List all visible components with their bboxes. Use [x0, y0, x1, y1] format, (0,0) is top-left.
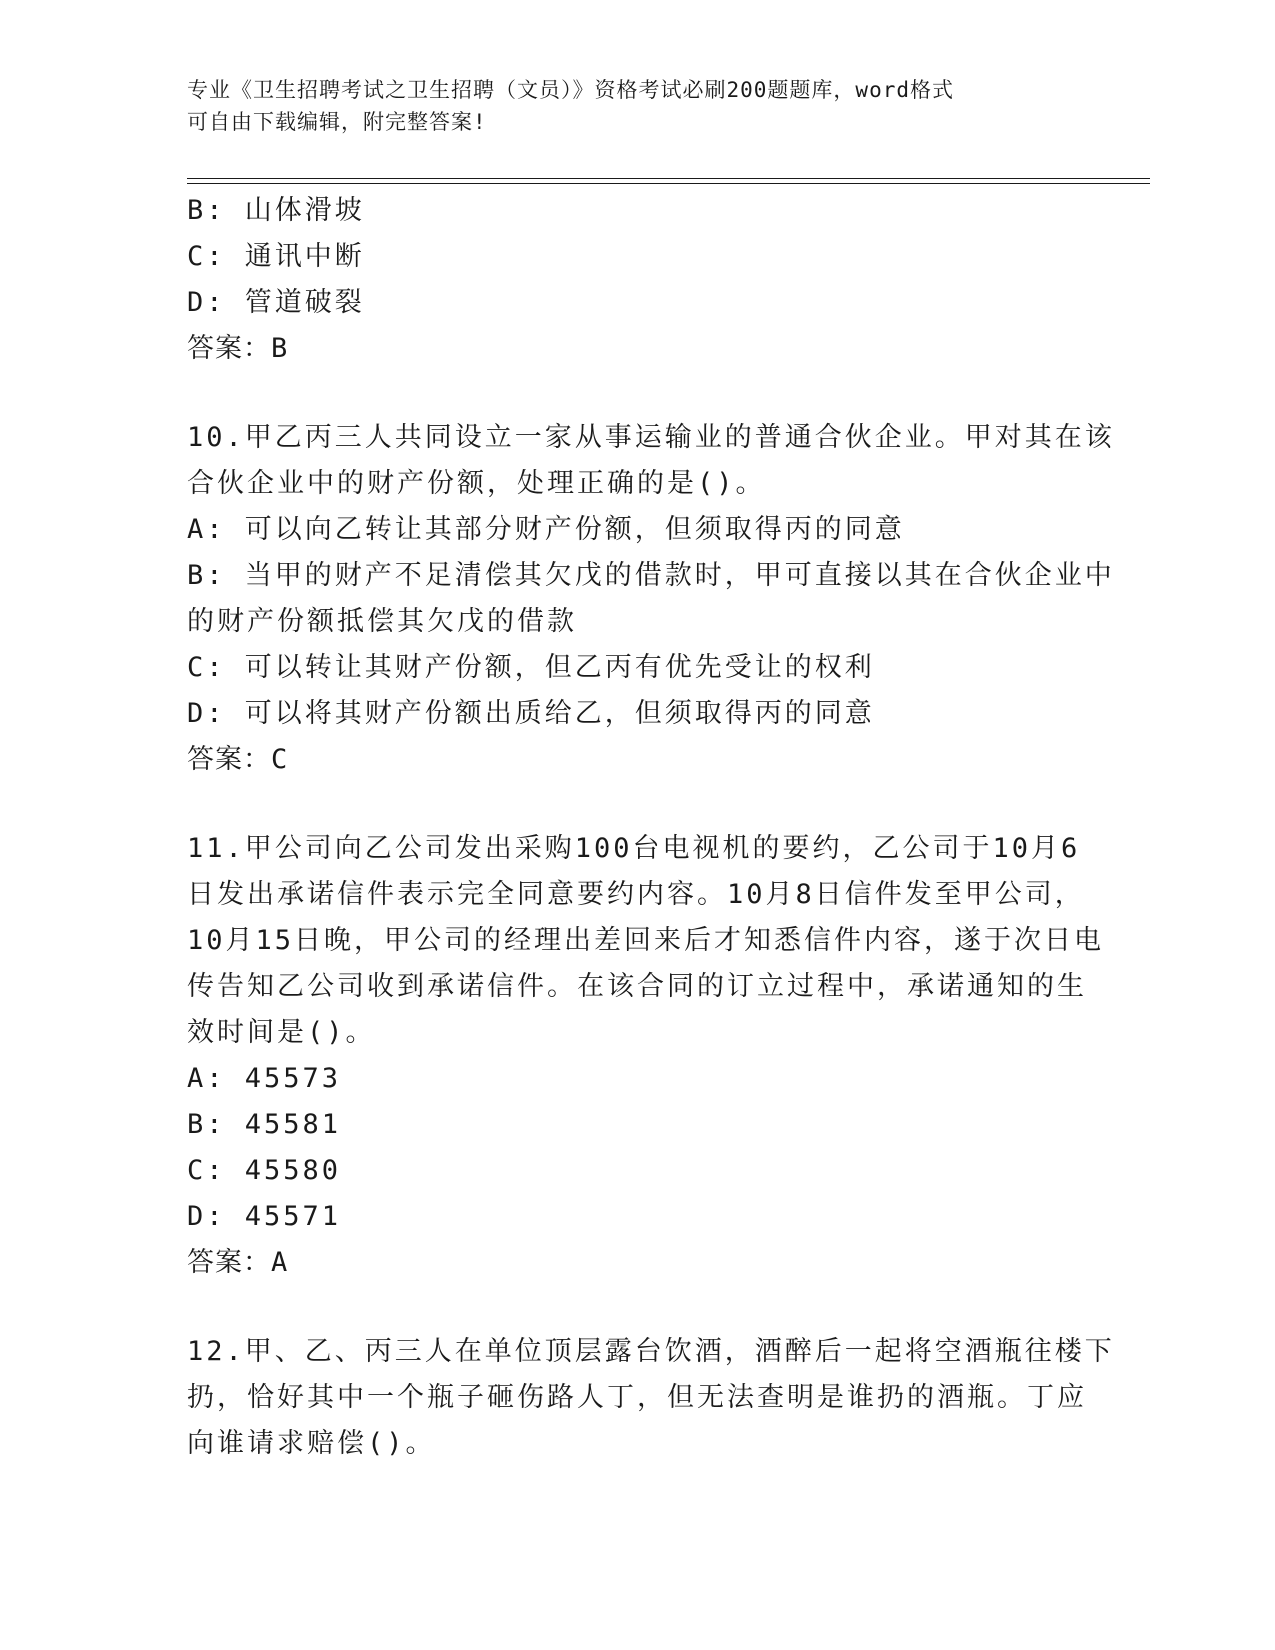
- question-stem: 12.甲、乙、丙三人在单位顶层露台饮酒，酒醉后一起将空酒瓶往楼下: [187, 1336, 1115, 1367]
- header-divider: [187, 178, 1150, 179]
- option-b-continued: 的财产份额抵偿其欠戊的借款: [187, 606, 577, 637]
- question-stem: 扔，恰好其中一个瓶子砸伤路人丁，但无法查明是谁扔的酒瓶。丁应: [187, 1382, 1087, 1413]
- question-9: [187, 188, 1087, 372]
- option-b: B: 当甲的财产不足清偿其欠戊的借款时，甲可直接以其在合伙企业中: [187, 560, 1115, 591]
- question-10: [187, 415, 1115, 783]
- question-stem: 10.甲乙丙三人共同设立一家从事运输业的普通合伙企业。甲对其在该: [187, 422, 1115, 453]
- option-d: D: 45571: [187, 1201, 342, 1232]
- answer: 答案：B: [187, 333, 289, 364]
- option-c: C: 45580: [187, 1155, 342, 1186]
- option-d: D: 可以将其财产份额出质给乙，但须取得丙的同意: [187, 698, 875, 729]
- answer: 答案：C: [187, 744, 289, 775]
- option-c: C: 可以转让其财产份额，但乙丙有优先受让的权利: [187, 652, 875, 683]
- question-11: [187, 826, 1105, 1286]
- question-stem: 效时间是()。: [187, 1017, 376, 1048]
- option-b: B: 山体滑坡: [187, 195, 365, 226]
- question-12: [187, 1329, 1115, 1467]
- answer: 答案：A: [187, 1247, 289, 1278]
- header-line: 专业《卫生招聘考试之卫生招聘（文员）》资格考试必刷200题题库，word格式: [187, 78, 954, 102]
- question-list: [187, 188, 1115, 1467]
- question-stem: 合伙企业中的财产份额，处理正确的是()。: [187, 468, 766, 499]
- header-divider: [187, 183, 1150, 184]
- option-a: A: 可以向乙转让其部分财产份额，但须取得丙的同意: [187, 514, 905, 545]
- question-stem: 日发出承诺信件表示完全同意要约内容。10月8日信件发至甲公司，: [187, 879, 1085, 910]
- option-b: B: 45581: [187, 1109, 342, 1140]
- option-c: C: 通讯中断: [187, 241, 365, 272]
- document-header: [187, 74, 1067, 138]
- question-stem: 传告知乙公司收到承诺信件。在该合同的订立过程中，承诺通知的生: [187, 971, 1087, 1002]
- question-stem: 11.甲公司向乙公司发出采购100台电视机的要约，乙公司于10月6: [187, 833, 1081, 864]
- question-stem: 10月15日晚，甲公司的经理出差回来后才知悉信件内容，遂于次日电: [187, 925, 1105, 956]
- option-d: D: 管道破裂: [187, 287, 365, 318]
- header-line: 可自由下载编辑，附完整答案!: [187, 110, 487, 134]
- question-stem: 向谁请求赔偿()。: [187, 1428, 436, 1459]
- option-a: A: 45573: [187, 1063, 342, 1094]
